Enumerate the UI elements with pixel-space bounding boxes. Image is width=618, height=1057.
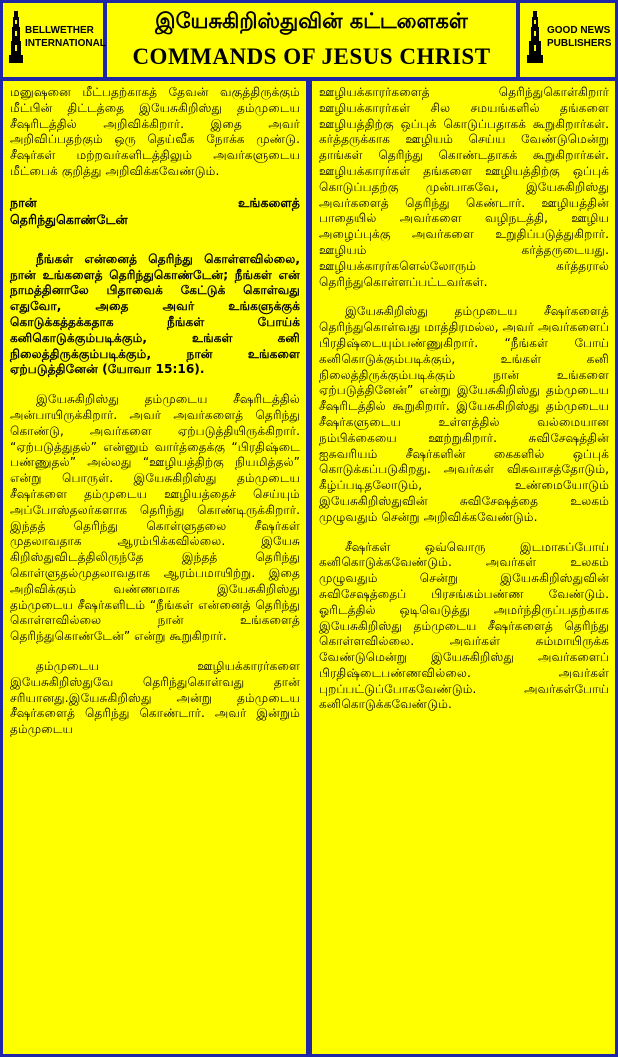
bellwether-line1: BELLWETHER — [25, 25, 94, 36]
bellwether-logo — [3, 3, 106, 77]
tower-icon — [527, 11, 543, 63]
left-column — [3, 81, 306, 1054]
intro-paragraph: மனுஷனை மீட்பதற்காகத் தேவன் வகுத்திருக்கும் மீட்பின் திட்டத்தை இயேசுகிறிஸ்து தம்முடைய சீஷரிடத்தில் அறிவிக்கிறார். இதை அவர் அறிவிப்பதற்கும் ஒரு தெய்வீக நோக்க முண்டு. சீஷர்கள் மற்றவர்களிடத்திலும் அவர்களுடைய மீட்பைக் குறித்து அறிவிக்கவேண்டும். — [10, 85, 300, 178]
section-heading-line2: தெரிந்துகொண்டேன் — [10, 211, 128, 227]
title-tamil: இயேசுகிறிஸ்துவின் கட்டளைகள் — [155, 9, 468, 33]
section-heading-line1: நான் உங்களைத் — [10, 194, 300, 210]
good-news-line1: GOOD NEWS — [547, 25, 611, 36]
good-news-line2: PUBLISHERS — [547, 38, 612, 49]
right-column — [312, 81, 615, 1054]
body-paragraph-chosen: இயேசுகிறிஸ்து தம்முடைய சீஷரிடத்தில் அன்பாயிருக்கிறார். அவர் அவர்களைத் தெரிந்து கொண்டு, அவர்களை ஏற்படுத்தியிருக்கிறார். “ஏற்படுத்துதல்” என்னும் வார்த்தைக்கு “பிரதிஷ்டை பண்ணுதல்” அல்லது “ஊழியத்திற்கு நியமித்தல்” என்று பொருள். இயேசுகிறிஸ்து தம்முடைய சீஷர்களை தம்முடைய ஊழியத்தைச் செய்யும் அப்போஸ்தலர்களாக தெரிந்து கொண்டிருக்கிறார். இந்தத் தெரிந்து கொள்ளுதலை சீஷர்கள் முதலாவதாக ஆரம்பிக்கவில்லை. இயேசு கிறிஸ்துவிடத்திலிருந்தே இந்தத் தெரிந்து கொள்ளுதல்முதலாவதாக ஆரம்பமாயிற்று. இதை அறிவிக்கும் வண்ணமாக இயேசுகிறிஸ்து தம்முடைய சீஷர்களிடம் “நீங்கள் என்னைத் தெரிந்து கொள்ளவில்லை நான் உங்களைத் தெரிந்துகொண்டேன்” என்று கூறுகிறார். — [10, 392, 300, 644]
title-english: COMMANDS OF JESUS CHRIST — [132, 44, 491, 69]
body-paragraph-ordained: இயேசுகிறிஸ்து தம்முடைய சீஷர்களைத் தெரிந்துகொள்வது மாத்திரமல்ல, அவர் அவர்களைப் பிரதிஷ்டையும்பண்ணுகிறார். “நீங்கள் போய் கனிகொடுக்கும்படிக்கும், உங்கள் கனி நிலைத்திருக்கும்படிக்கும் நான் உங்களை ஏற்படுத்தினேன்” என்று இயேசுகிறிஸ்து தம்முடைய சீஷரிடத்தில் கூறுகிறார். இயேசுகிறிஸ்து தம்முடைய சீஷர்களுடைய உள்ளத்தில் வல்மையான நம்பிக்கையை ஊற்றுகிறார். சுவிசேஷத்தின் ஐசுவரியம் சீஷர்களின் கைகளில் ஒப்புக் கொடுக்கப்படுகிறது. அவர்கள் விசுவாசத்தோடும், கீழ்ப்படிதலோடும், உண்மையோடும் இயேசுகிறிஸ்துவின் சுவிசேஷத்தை உலகம் முழுவதும் சென்று அறிவிக்கவேண்டும். — [319, 304, 609, 524]
header — [3, 3, 615, 77]
bellwether-logo-text — [25, 24, 106, 50]
title-box — [107, 3, 516, 77]
bellwether-line2: INTERNATIONAL — [25, 38, 106, 49]
scripture-verse: நீங்கள் என்னைத் தெரிந்து கொள்ளவில்லை, நான் உங்களைத் தெரிந்துகொண்டேன்; நீங்கள் என் நாமத்தினாலே பிதாவைக் கேட்டுக் கொள்வது எதுவோ, அதை அவர் உங்களுக்குக் கொடுக்கத்தக்கதாக நீங்கள் போய்க் கனிகொடுக்கும்படிக்கும், உங்கள் கனி நிலைத்திருக்கும்படிக்கும், நான் உங்களை ஏற்படுத்தினேன் (யோவா 15:16). — [10, 251, 300, 377]
body-paragraph-go-bear-fruit: சீஷர்கள் ஒவ்வொரு இடமாகப்போய் கனிகொடுக்கவேண்டும். அவர்கள் உலகம் முழுவதும் சென்று இயேசுகிறிஸ்துவின் சுவிசேஷத்தைப் பிரசங்கம்பண்ண வேண்டும். ஓரிடத்தில் ஒடிவெடுத்து அமர்ந்திருப்பதற்காக இயேசுகிறிஸ்து தம்முடைய சீஷர்களைத் தெரிந்து கொள்ளவில்லை. அவர்கள் சும்மாயிருக்க வேண்டுமென்று இயேசுகிறிஸ்து அவர்களைப் பிரதிஷ்டைபண்ணவில்லை. அவர்கள் புறப்பட்டுப்போகவேண்டும். அவர்கள்போய் கனிகொடுக்கவேண்டும். — [319, 539, 609, 712]
body-paragraph-servants: தம்முடைய ஊழியக்காரர்களை இயேசுகிறிஸ்துவே தெரிந்துகொள்வது தான் சரியானது.இயேசுகிறிஸ்து அன்று தம்முடைய சீஷர்களைத் தெரிந்து கொண்டார். அவர் இன்றும் தம்முடைய — [10, 658, 300, 737]
good-news-logo-text — [547, 24, 613, 50]
tower-icon — [9, 11, 23, 63]
body-paragraph-ministry: ஊழியக்காரர்களைத் தெரிந்துகொள்கிறார் ஊழியக்காரர்கள் சில சமயங்களில் தங்களை ஊழியத்திற்கு ஒப்புக் கொடுப்பதாகக் கூறுகிறார்கள். கர்த்தருக்காக ஊழியம் செய்ய வேண்டுமென்று தாங்கள் தெரிந்து கொண்டதாகக் கூறுகிறார்கள். ஊழியக்காரர்கள் தங்களை ஊழியத்திற்கு ஒப்புக் கொடுப்பதற்கு முன்பாகவே, இயேசுகிறிஸ்து அவர்களைத் தெரிந்து கெண்டார். ஊழியத்தின் பாதையில் அவர்களை வழிநடத்தி, ஊழிய அழைப்புக்கு அவர்களை உறுதிப்படுத்துகிறார். ஊழியம் கர்த்தருடையது. ஊழியக்காரர்களெல்லோரும் கர்த்தரால் தெரிந்துகொள்ளப்பட்டவர்கள். — [319, 85, 609, 289]
good-news-logo — [520, 3, 615, 77]
